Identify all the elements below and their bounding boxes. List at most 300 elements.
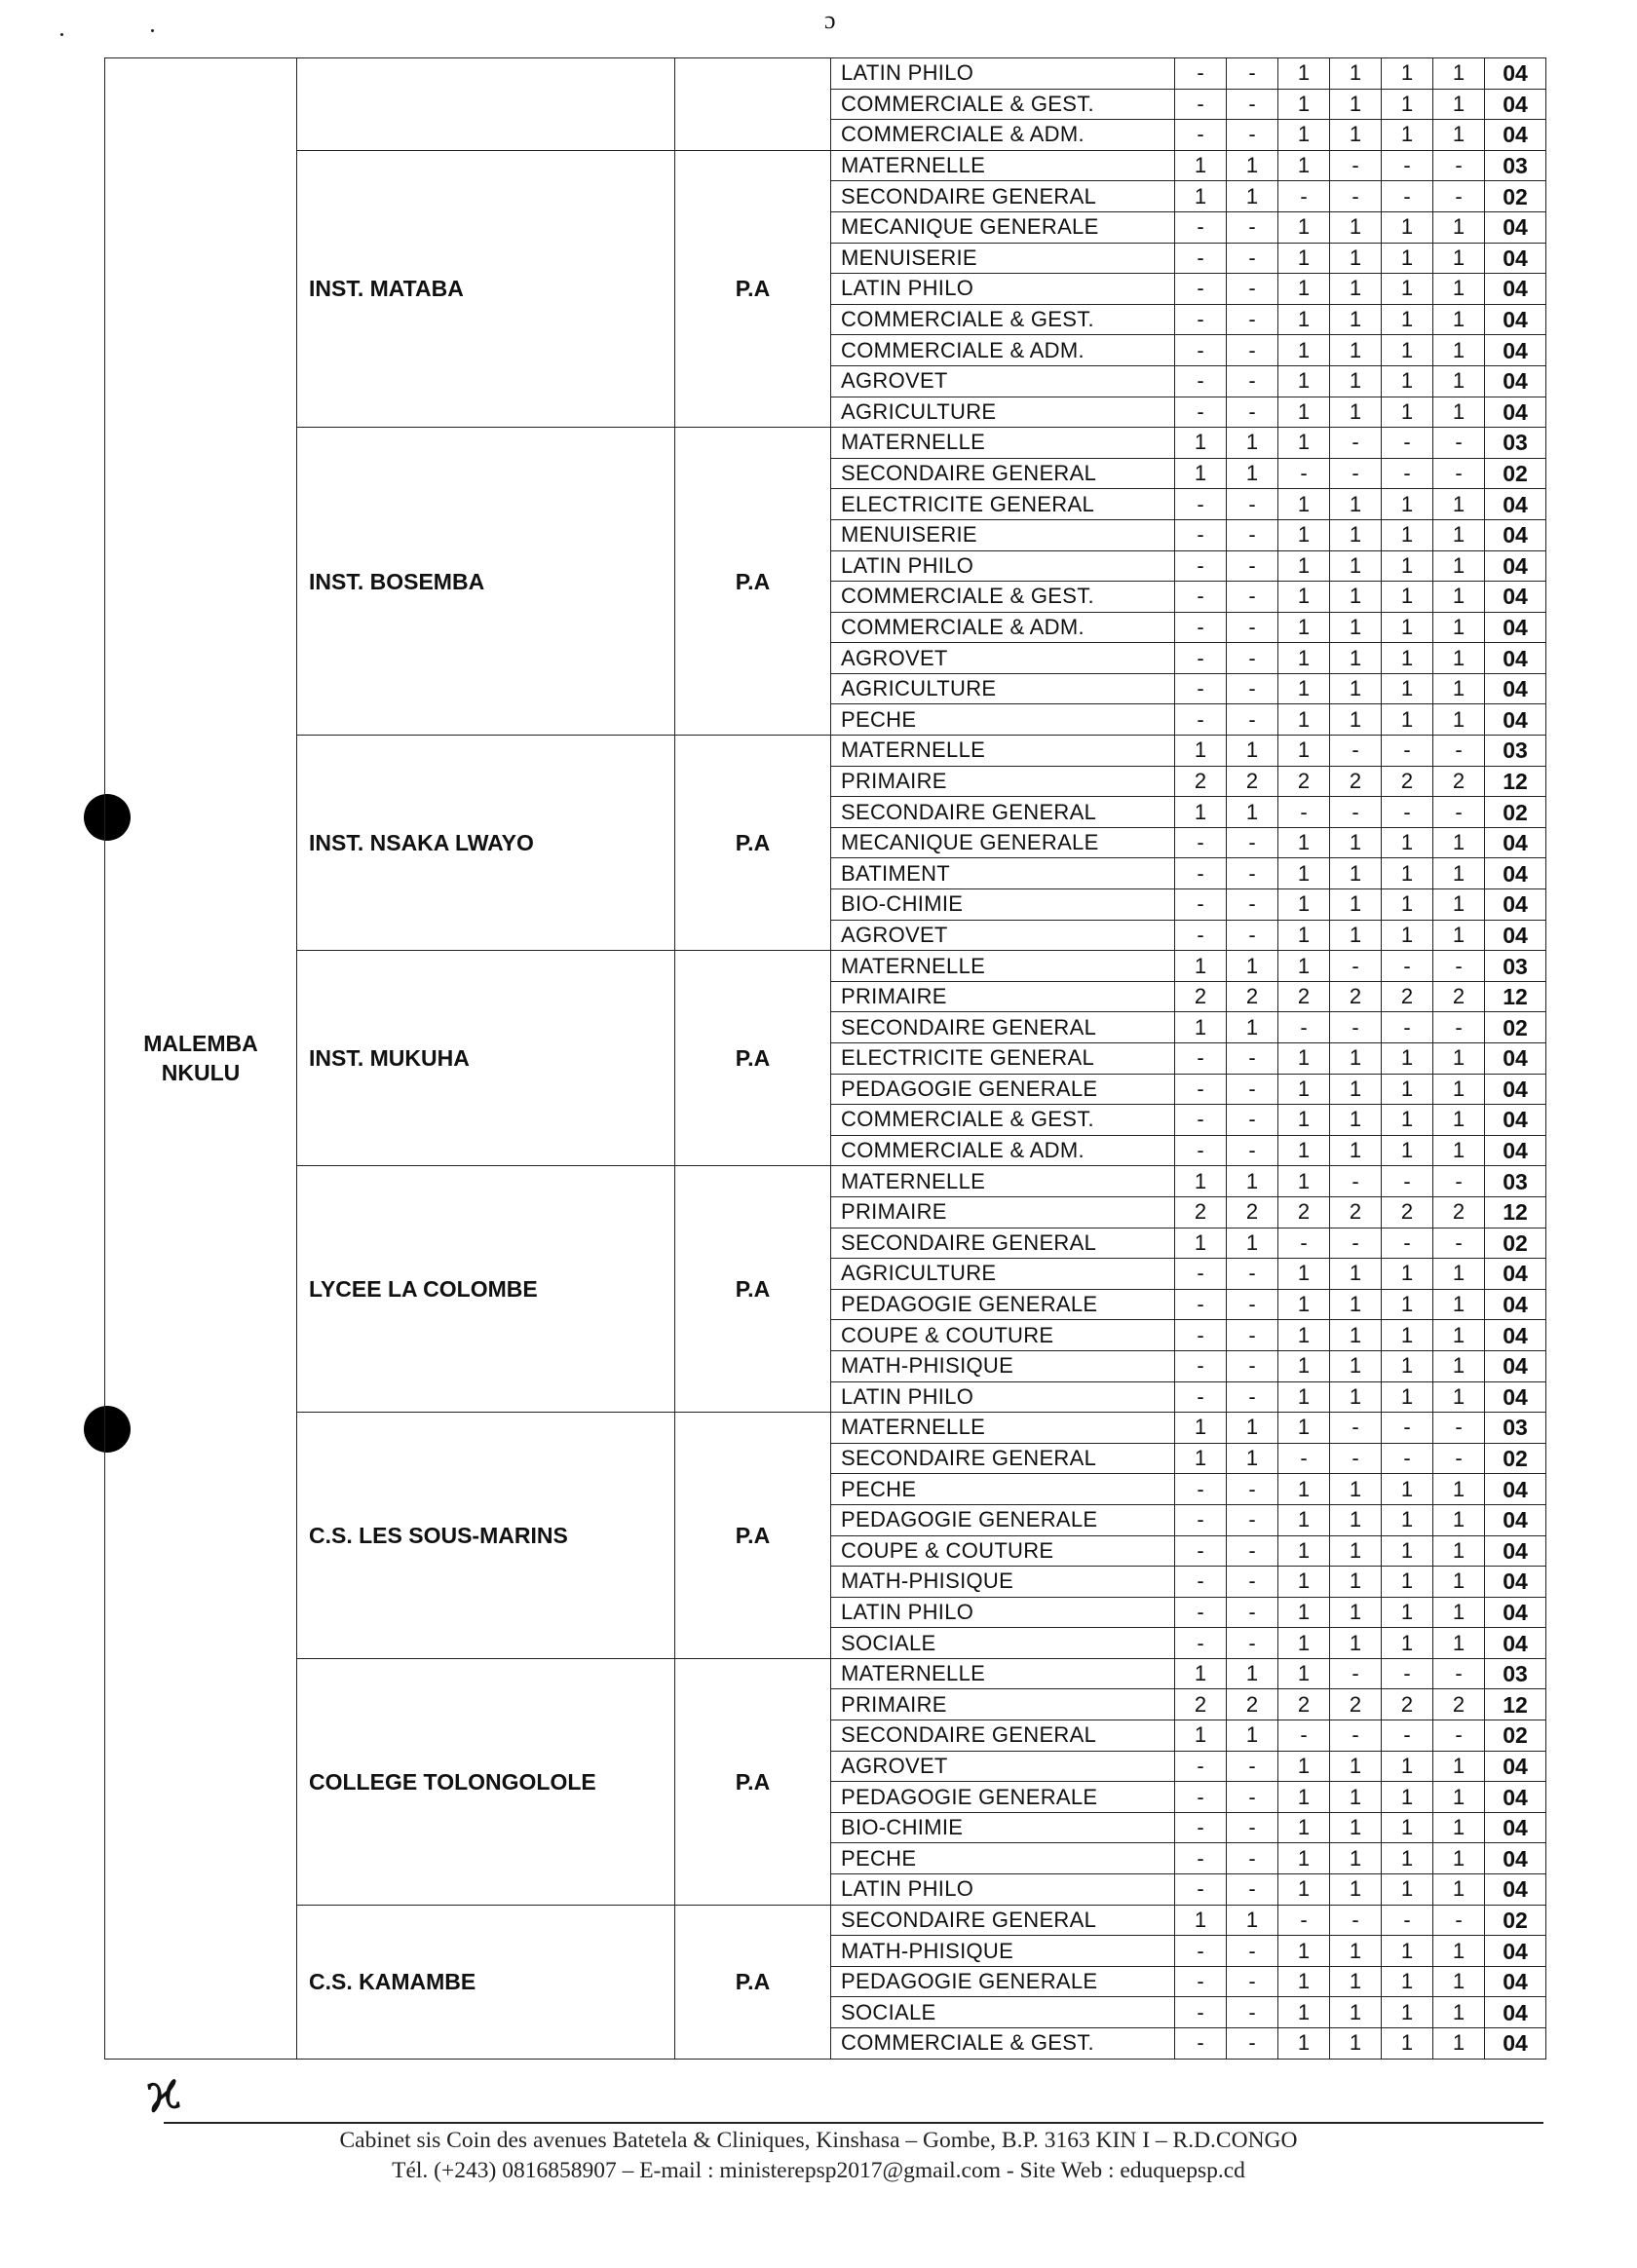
class-count-cell: 1 xyxy=(1433,1628,1485,1659)
row-total: 04 xyxy=(1485,489,1546,520)
class-count-cell: 1 xyxy=(1433,827,1485,858)
class-count-cell: 1 xyxy=(1330,58,1382,90)
row-total: 04 xyxy=(1485,243,1546,274)
class-count-cell: - xyxy=(1433,951,1485,982)
class-count-cell: 1 xyxy=(1330,335,1382,366)
margin-cell xyxy=(1546,1720,1585,1752)
class-count-cell: 1 xyxy=(1382,1843,1433,1874)
class-count-cell: - xyxy=(1330,1413,1382,1444)
class-count-cell: 1 xyxy=(1433,335,1485,366)
school-name: COLLEGE TOLONGOLOLE xyxy=(297,1658,675,1905)
margin-cell xyxy=(1546,1751,1585,1782)
class-count-cell: 1 xyxy=(1433,1259,1485,1290)
table-row xyxy=(105,951,1585,982)
class-count-cell: 1 xyxy=(1330,889,1382,921)
class-count-cell: 2 xyxy=(1175,1689,1227,1720)
class-count-cell: 2 xyxy=(1278,981,1330,1012)
margin-cell xyxy=(1546,1043,1585,1075)
margin-cell xyxy=(1546,1074,1585,1105)
class-count-cell: 2 xyxy=(1175,766,1227,797)
class-count-cell: 1 xyxy=(1278,89,1330,120)
row-total: 04 xyxy=(1485,673,1546,704)
class-count-cell: - xyxy=(1227,1812,1278,1843)
class-count-cell: 1 xyxy=(1278,2028,1330,2060)
row-total: 04 xyxy=(1485,1535,1546,1567)
section-name: BIO-CHIMIE xyxy=(831,1812,1175,1843)
margin-cell xyxy=(1546,150,1585,181)
class-count-cell: 1 xyxy=(1330,519,1382,550)
class-count-cell: 1 xyxy=(1278,1812,1330,1843)
section-name: BATIMENT xyxy=(831,858,1175,889)
class-count-cell: 1 xyxy=(1382,1812,1433,1843)
class-count-cell: 1 xyxy=(1382,211,1433,243)
class-count-cell: 1 xyxy=(1227,1658,1278,1689)
class-count-cell: 1 xyxy=(1278,1567,1330,1598)
class-count-cell: - xyxy=(1382,458,1433,489)
class-count-cell: - xyxy=(1433,1720,1485,1752)
class-count-cell: - xyxy=(1330,458,1382,489)
row-total: 04 xyxy=(1485,1997,1546,2028)
class-count-cell: 2 xyxy=(1278,766,1330,797)
class-count-cell: - xyxy=(1330,797,1382,828)
margin-cell xyxy=(1546,458,1585,489)
class-count-cell: 1 xyxy=(1278,1658,1330,1689)
class-count-cell: - xyxy=(1278,458,1330,489)
margin-cell xyxy=(1546,1628,1585,1659)
section-name: PEDAGOGIE GENERALE xyxy=(831,1074,1175,1105)
class-count-cell: 1 xyxy=(1382,704,1433,736)
row-total: 04 xyxy=(1485,704,1546,736)
class-count-cell: 1 xyxy=(1433,1043,1485,1075)
class-count-cell: 1 xyxy=(1278,1535,1330,1567)
margin-cell xyxy=(1546,1012,1585,1043)
class-count-cell: 1 xyxy=(1382,365,1433,397)
margin-cell xyxy=(1546,1320,1585,1351)
class-count-cell: - xyxy=(1227,1628,1278,1659)
section-name: AGROVET xyxy=(831,1751,1175,1782)
class-count-cell: - xyxy=(1382,1720,1433,1752)
class-count-cell: 1 xyxy=(1175,150,1227,181)
class-count-cell: 1 xyxy=(1330,1812,1382,1843)
class-count-cell: 2 xyxy=(1433,981,1485,1012)
section-name: PRIMAIRE xyxy=(831,1689,1175,1720)
class-count-cell: - xyxy=(1227,1751,1278,1782)
class-count-cell: 1 xyxy=(1382,489,1433,520)
class-count-cell: 1 xyxy=(1278,1135,1330,1166)
row-total: 04 xyxy=(1485,582,1546,613)
schools-table xyxy=(104,57,1585,2060)
class-count-cell: - xyxy=(1175,612,1227,643)
margin-cell xyxy=(1546,1997,1585,2028)
school-regime: P.A xyxy=(675,736,831,951)
class-count-cell: 1 xyxy=(1175,1905,1227,1936)
class-count-cell: - xyxy=(1330,428,1382,459)
class-count-cell: 1 xyxy=(1382,1597,1433,1628)
class-count-cell: - xyxy=(1175,1567,1227,1598)
class-count-cell: 1 xyxy=(1382,1936,1433,1967)
row-total: 02 xyxy=(1485,1228,1546,1259)
class-count-cell: - xyxy=(1278,181,1330,212)
class-count-cell: 1 xyxy=(1278,1751,1330,1782)
class-count-cell: 1 xyxy=(1382,2028,1433,2060)
margin-cell xyxy=(1546,1289,1585,1320)
class-count-cell: 1 xyxy=(1278,1843,1330,1874)
class-count-cell: - xyxy=(1382,797,1433,828)
section-name: SECONDAIRE GENERAL xyxy=(831,797,1175,828)
class-count-cell: - xyxy=(1330,1658,1382,1689)
class-count-cell: 1 xyxy=(1330,397,1382,428)
class-count-cell: - xyxy=(1382,1658,1433,1689)
class-count-cell: 1 xyxy=(1278,889,1330,921)
class-count-cell: 1 xyxy=(1330,1782,1382,1813)
class-count-cell: 1 xyxy=(1330,827,1382,858)
class-count-cell: 1 xyxy=(1278,1966,1330,1997)
margin-cell xyxy=(1546,612,1585,643)
class-count-cell: 1 xyxy=(1227,797,1278,828)
class-count-cell: 1 xyxy=(1175,1012,1227,1043)
section-name: MATERNELLE xyxy=(831,951,1175,982)
class-count-cell: - xyxy=(1433,458,1485,489)
class-count-cell: 1 xyxy=(1330,1259,1382,1290)
section-name: LATIN PHILO xyxy=(831,58,1175,90)
class-count-cell: 1 xyxy=(1227,736,1278,767)
class-count-cell: - xyxy=(1278,1443,1330,1474)
class-count-cell: - xyxy=(1433,1443,1485,1474)
class-count-cell: 1 xyxy=(1433,1782,1485,1813)
class-count-cell: 1 xyxy=(1433,1966,1485,1997)
row-total: 04 xyxy=(1485,643,1546,674)
class-count-cell: 1 xyxy=(1278,1105,1330,1136)
footer-contact: Tél. (+243) 0816858907 – E-mail : ministerepsp2017@gmail.com - Site Web : eduquepsp.cd xyxy=(392,2158,1245,2183)
class-count-cell: 1 xyxy=(1227,1012,1278,1043)
class-count-cell: 1 xyxy=(1433,1350,1485,1381)
class-count-cell: 1 xyxy=(1330,1350,1382,1381)
row-total: 04 xyxy=(1485,365,1546,397)
class-count-cell: 1 xyxy=(1278,120,1330,151)
section-name: ELECTRICITE GENERAL xyxy=(831,1043,1175,1075)
row-total: 04 xyxy=(1485,1597,1546,1628)
table-row xyxy=(105,58,1585,90)
class-count-cell: 1 xyxy=(1278,1597,1330,1628)
row-total: 04 xyxy=(1485,1504,1546,1535)
class-count-cell: 1 xyxy=(1382,89,1433,120)
class-count-cell: 1 xyxy=(1278,428,1330,459)
class-count-cell: 2 xyxy=(1382,981,1433,1012)
class-count-cell: 1 xyxy=(1330,643,1382,674)
class-count-cell: 1 xyxy=(1278,1166,1330,1197)
class-count-cell: 1 xyxy=(1433,1597,1485,1628)
class-count-cell: - xyxy=(1227,1504,1278,1535)
class-count-cell: - xyxy=(1175,365,1227,397)
class-count-cell: 1 xyxy=(1433,1751,1485,1782)
section-name: PEDAGOGIE GENERALE xyxy=(831,1289,1175,1320)
class-count-cell: 1 xyxy=(1433,274,1485,305)
class-count-cell: 1 xyxy=(1382,120,1433,151)
class-count-cell: 1 xyxy=(1330,1535,1382,1567)
class-count-cell: - xyxy=(1227,489,1278,520)
school-name: INST. BOSEMBA xyxy=(297,428,675,736)
class-count-cell: 1 xyxy=(1382,1567,1433,1598)
row-total: 03 xyxy=(1485,150,1546,181)
class-count-cell: - xyxy=(1433,1228,1485,1259)
class-count-cell: - xyxy=(1227,1135,1278,1166)
class-count-cell: 1 xyxy=(1175,1228,1227,1259)
section-name: COMMERCIALE & GEST. xyxy=(831,304,1175,335)
class-count-cell: - xyxy=(1278,797,1330,828)
class-count-cell: - xyxy=(1227,1597,1278,1628)
class-count-cell: - xyxy=(1227,1381,1278,1413)
section-name: MATERNELLE xyxy=(831,428,1175,459)
school-name: INST. MATABA xyxy=(297,150,675,427)
row-total: 02 xyxy=(1485,1443,1546,1474)
class-count-cell: 1 xyxy=(1330,1320,1382,1351)
row-total: 04 xyxy=(1485,2028,1546,2060)
class-count-cell: 1 xyxy=(1382,1320,1433,1351)
class-count-cell: 1 xyxy=(1278,397,1330,428)
class-count-cell: 1 xyxy=(1433,1535,1485,1567)
margin-cell xyxy=(1546,428,1585,459)
class-count-cell: 1 xyxy=(1278,1350,1330,1381)
class-count-cell: - xyxy=(1433,797,1485,828)
class-count-cell: 1 xyxy=(1382,1874,1433,1906)
margin-cell xyxy=(1546,89,1585,120)
section-name: PEDAGOGIE GENERALE xyxy=(831,1504,1175,1535)
class-count-cell: 1 xyxy=(1382,1043,1433,1075)
school-name xyxy=(297,58,675,151)
class-count-cell: 1 xyxy=(1433,365,1485,397)
section-name: MATERNELLE xyxy=(831,1166,1175,1197)
class-count-cell: - xyxy=(1175,58,1227,90)
margin-cell xyxy=(1546,981,1585,1012)
class-count-cell: - xyxy=(1330,150,1382,181)
class-count-cell: - xyxy=(1330,736,1382,767)
row-total: 04 xyxy=(1485,120,1546,151)
class-count-cell: 1 xyxy=(1330,1567,1382,1598)
class-count-cell: - xyxy=(1330,1720,1382,1752)
class-count-cell: 1 xyxy=(1433,1289,1485,1320)
class-count-cell: 2 xyxy=(1382,1689,1433,1720)
class-count-cell: - xyxy=(1175,304,1227,335)
class-count-cell: - xyxy=(1330,1443,1382,1474)
section-name: SECONDAIRE GENERAL xyxy=(831,1443,1175,1474)
margin-cell xyxy=(1546,274,1585,305)
class-count-cell: - xyxy=(1382,1166,1433,1197)
margin-cell xyxy=(1546,797,1585,828)
class-count-cell: 1 xyxy=(1382,243,1433,274)
class-count-cell: 1 xyxy=(1382,1535,1433,1567)
margin-cell xyxy=(1546,519,1585,550)
class-count-cell: - xyxy=(1227,397,1278,428)
section-name: SECONDAIRE GENERAL xyxy=(831,458,1175,489)
row-total: 04 xyxy=(1485,397,1546,428)
row-total: 04 xyxy=(1485,519,1546,550)
class-count-cell: 1 xyxy=(1433,243,1485,274)
section-name: AGRICULTURE xyxy=(831,1259,1175,1290)
class-count-cell: - xyxy=(1175,1843,1227,1874)
section-name: COMMERCIALE & GEST. xyxy=(831,1105,1175,1136)
class-count-cell: 1 xyxy=(1433,1874,1485,1906)
row-total: 04 xyxy=(1485,211,1546,243)
class-count-cell: - xyxy=(1175,1259,1227,1290)
class-count-cell: 1 xyxy=(1330,704,1382,736)
class-count-cell: 1 xyxy=(1382,1966,1433,1997)
class-count-cell: - xyxy=(1433,181,1485,212)
class-count-cell: - xyxy=(1227,1289,1278,1320)
section-name: LATIN PHILO xyxy=(831,1381,1175,1413)
class-count-cell: 1 xyxy=(1433,550,1485,582)
footer-address: Cabinet sis Coin des avenues Batetela & Cliniques, Kinshasa – Gombe, B.P. 3163 KIN I – R.D.CONGO xyxy=(339,2128,1298,2153)
class-count-cell: 2 xyxy=(1330,1196,1382,1228)
margin-cell xyxy=(1546,489,1585,520)
class-count-cell: 1 xyxy=(1278,612,1330,643)
class-count-cell: - xyxy=(1175,1751,1227,1782)
class-count-cell: - xyxy=(1278,1720,1330,1752)
class-count-cell: 1 xyxy=(1382,1259,1433,1290)
class-count-cell: - xyxy=(1382,736,1433,767)
class-count-cell: 1 xyxy=(1175,1720,1227,1752)
margin-cell xyxy=(1546,1443,1585,1474)
class-count-cell: 1 xyxy=(1175,1443,1227,1474)
class-count-cell: 1 xyxy=(1330,365,1382,397)
class-count-cell: 1 xyxy=(1278,519,1330,550)
class-count-cell: 2 xyxy=(1175,1196,1227,1228)
class-count-cell: - xyxy=(1382,1905,1433,1936)
margin-cell xyxy=(1546,766,1585,797)
class-count-cell: - xyxy=(1227,1074,1278,1105)
class-count-cell: 1 xyxy=(1382,827,1433,858)
margin-cell xyxy=(1546,1689,1585,1720)
table-body xyxy=(105,58,1585,2060)
margin-cell xyxy=(1546,1135,1585,1166)
class-count-cell: - xyxy=(1227,1997,1278,2028)
class-count-cell: 2 xyxy=(1433,1689,1485,1720)
class-count-cell: 1 xyxy=(1227,1905,1278,1936)
row-total: 04 xyxy=(1485,1567,1546,1598)
class-count-cell: 1 xyxy=(1278,1504,1330,1535)
class-count-cell: - xyxy=(1433,1658,1485,1689)
class-count-cell: 1 xyxy=(1433,920,1485,951)
class-count-cell: 1 xyxy=(1330,612,1382,643)
class-count-cell: 1 xyxy=(1278,335,1330,366)
row-total: 04 xyxy=(1485,889,1546,921)
class-count-cell: 1 xyxy=(1382,673,1433,704)
class-count-cell: 1 xyxy=(1278,365,1330,397)
class-count-cell: 1 xyxy=(1278,243,1330,274)
class-count-cell: 1 xyxy=(1278,274,1330,305)
scan-speck xyxy=(151,29,154,32)
row-total: 02 xyxy=(1485,797,1546,828)
school-regime: P.A xyxy=(675,150,831,427)
class-count-cell: - xyxy=(1278,1228,1330,1259)
class-count-cell: - xyxy=(1175,1474,1227,1505)
class-count-cell: - xyxy=(1227,889,1278,921)
section-name: COMMERCIALE & ADM. xyxy=(831,1135,1175,1166)
class-count-cell: 1 xyxy=(1382,1782,1433,1813)
class-count-cell: 1 xyxy=(1278,304,1330,335)
margin-cell xyxy=(1546,827,1585,858)
section-name: MATERNELLE xyxy=(831,736,1175,767)
row-total: 04 xyxy=(1485,1320,1546,1351)
class-count-cell: 1 xyxy=(1433,304,1485,335)
section-name: MENUISERIE xyxy=(831,519,1175,550)
margin-cell xyxy=(1546,1196,1585,1228)
class-count-cell: - xyxy=(1175,1043,1227,1075)
section-name: MATERNELLE xyxy=(831,150,1175,181)
class-count-cell: 1 xyxy=(1227,428,1278,459)
class-count-cell: - xyxy=(1175,704,1227,736)
class-count-cell: 1 xyxy=(1330,550,1382,582)
section-name: BIO-CHIMIE xyxy=(831,889,1175,921)
class-count-cell: 1 xyxy=(1382,920,1433,951)
class-count-cell: - xyxy=(1175,2028,1227,2060)
class-count-cell: 1 xyxy=(1278,704,1330,736)
section-name: PRIMAIRE xyxy=(831,981,1175,1012)
class-count-cell: - xyxy=(1227,643,1278,674)
row-total: 04 xyxy=(1485,335,1546,366)
class-count-cell: 1 xyxy=(1278,582,1330,613)
class-count-cell: 1 xyxy=(1278,643,1330,674)
class-count-cell: - xyxy=(1227,2028,1278,2060)
section-name: LATIN PHILO xyxy=(831,550,1175,582)
class-count-cell: - xyxy=(1227,1843,1278,1874)
row-total: 04 xyxy=(1485,304,1546,335)
class-count-cell: 1 xyxy=(1175,736,1227,767)
margin-cell xyxy=(1546,1936,1585,1967)
class-count-cell: 1 xyxy=(1433,1320,1485,1351)
class-count-cell: - xyxy=(1227,1936,1278,1967)
margin-cell xyxy=(1546,2028,1585,2060)
class-count-cell: - xyxy=(1227,304,1278,335)
class-count-cell: 1 xyxy=(1227,150,1278,181)
school-name: INST. MUKUHA xyxy=(297,951,675,1166)
section-name: MECANIQUE GENERALE xyxy=(831,827,1175,858)
class-count-cell: 1 xyxy=(1382,397,1433,428)
class-count-cell: - xyxy=(1227,1474,1278,1505)
row-total: 04 xyxy=(1485,1843,1546,1874)
school-regime: P.A xyxy=(675,428,831,736)
section-name: COUPE & COUTURE xyxy=(831,1320,1175,1351)
table-row xyxy=(105,428,1585,459)
class-count-cell: 1 xyxy=(1278,1936,1330,1967)
margin-cell xyxy=(1546,365,1585,397)
row-total: 04 xyxy=(1485,1474,1546,1505)
class-count-cell: - xyxy=(1227,1782,1278,1813)
row-total: 03 xyxy=(1485,1413,1546,1444)
class-count-cell: 1 xyxy=(1330,673,1382,704)
class-count-cell: - xyxy=(1227,673,1278,704)
class-count-cell: - xyxy=(1175,397,1227,428)
class-count-cell: - xyxy=(1175,1135,1227,1166)
section-name: PEDAGOGIE GENERALE xyxy=(831,1966,1175,1997)
class-count-cell: 1 xyxy=(1382,612,1433,643)
margin-cell xyxy=(1546,1350,1585,1381)
section-name: SOCIALE xyxy=(831,1628,1175,1659)
class-count-cell: 2 xyxy=(1227,981,1278,1012)
class-count-cell: 1 xyxy=(1433,1997,1485,2028)
page-number: ɔ xyxy=(824,6,836,34)
class-count-cell: 1 xyxy=(1330,120,1382,151)
row-total: 02 xyxy=(1485,1905,1546,1936)
row-total: 04 xyxy=(1485,1628,1546,1659)
class-count-cell: 1 xyxy=(1330,243,1382,274)
class-count-cell: 1 xyxy=(1278,858,1330,889)
margin-cell xyxy=(1546,1905,1585,1936)
class-count-cell: 1 xyxy=(1433,397,1485,428)
class-count-cell: - xyxy=(1330,1905,1382,1936)
section-name: PEDAGOGIE GENERALE xyxy=(831,1782,1175,1813)
class-count-cell: 1 xyxy=(1330,1936,1382,1967)
scan-speck xyxy=(60,33,63,36)
